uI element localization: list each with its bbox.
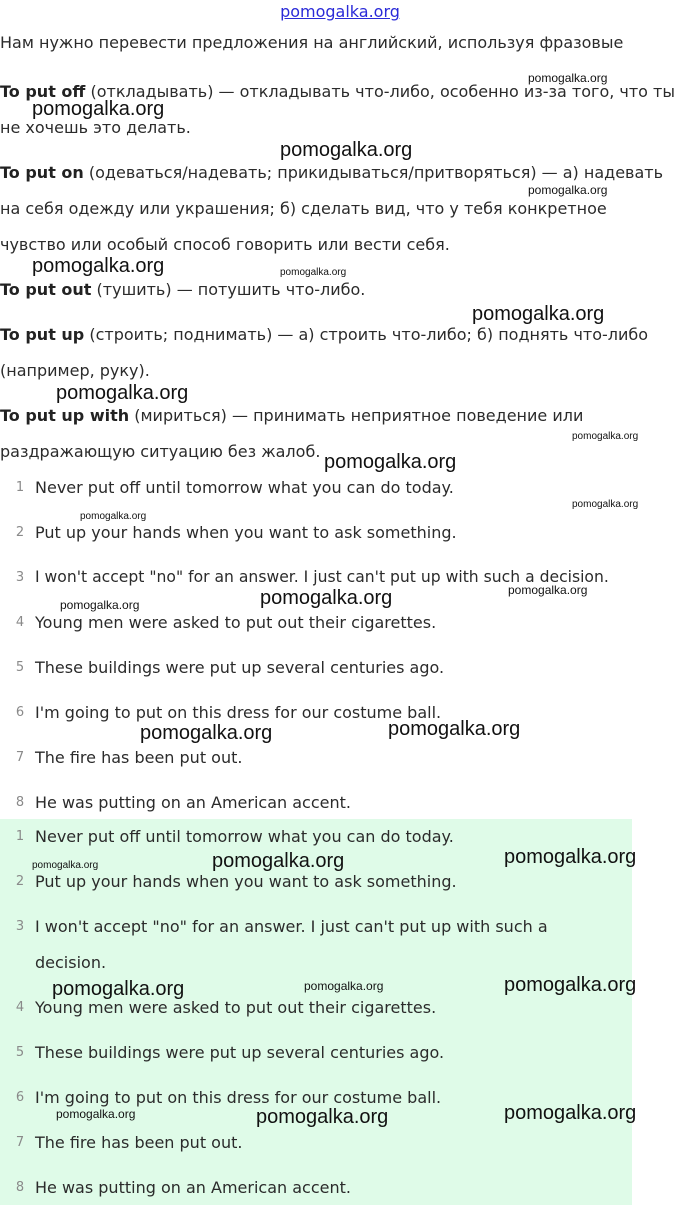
item-number: 1 (15, 480, 25, 495)
item-number: 8 (15, 795, 25, 810)
watermark: pomogalka.org (472, 303, 605, 325)
item-text: decision. (35, 953, 107, 972)
description: (строить; поднимать) — а) строить что-либо; б) поднять что-либо (например, руку). (0, 325, 649, 380)
item-text: The fire has been put out. (35, 1133, 243, 1152)
term: To put on (0, 163, 84, 182)
item-text: Never put off until tomorrow what you can do today. (35, 478, 454, 497)
watermark: pomogalka.org (212, 850, 345, 872)
description: (мириться) — принимать неприятное поведение или раздражающую ситуацию без жалоб. (0, 406, 584, 461)
watermark: pomogalka.org (280, 139, 413, 161)
term: To put off (0, 82, 86, 101)
watermark: pomogalka.org (80, 511, 147, 522)
item-text: I'm going to put on this dress for our costume ball. (35, 703, 442, 722)
item-number: 7 (15, 1135, 25, 1150)
item-text: The fire has been put out. (35, 748, 243, 767)
item-text: I won't accept "no" for an answer. I just can't put up with such a decision. (35, 568, 609, 586)
watermark: pomogalka.org (56, 1107, 136, 1121)
watermark: pomogalka.org (280, 267, 347, 278)
description: (откладывать) — откладывать что-либо, особенно из-за того, что ты не хочешь это делать. (0, 82, 675, 137)
item-text: These buildings were put up several centuries ago. (35, 1043, 445, 1062)
definition-put-on (0, 155, 676, 263)
watermark: pomogalka.org (324, 451, 457, 473)
watermark: pomogalka.org (528, 71, 608, 85)
item-text: Put up your hands when you want to ask something. (35, 872, 457, 891)
description: (тушить) — потушить что-либо. (91, 280, 366, 299)
item-number: 7 (15, 750, 25, 765)
item-number: 5 (15, 660, 25, 675)
watermark: pomogalka.org (260, 587, 393, 609)
description: (одеваться/надевать; прикидываться/притворяться) — а) надевать на себя одежду или украшения; б) сделать вид, что у тебя конкретное чувство или особый способ говорить или вести себя. (0, 163, 664, 254)
item-number: 3 (15, 570, 25, 585)
definition-put-up (0, 317, 676, 389)
watermark: pomogalka.org (32, 98, 165, 120)
term: To put up (0, 325, 85, 344)
item-text: Put up your hands when you want to ask something. (35, 523, 457, 542)
watermark: pomogalka.org (32, 860, 99, 871)
item-number: 2 (15, 525, 25, 540)
item-text: He was putting on an American accent. (35, 1178, 351, 1197)
answer-block (0, 819, 632, 1205)
site-title[interactable]: pomogalka.org (280, 2, 400, 21)
term: To put up with (0, 406, 130, 425)
item-text: Young men were asked to put out their cigarettes. (35, 998, 437, 1017)
item-number: 1 (15, 829, 25, 844)
watermark: pomogalka.org (52, 978, 185, 1000)
item-number: 4 (15, 615, 25, 630)
item-text: These buildings were put up several centuries ago. (35, 658, 445, 677)
item-text: I'm going to put on this dress for our costume ball. (35, 1088, 442, 1107)
watermark: pomogalka.org (508, 583, 588, 597)
item-text: He was putting on an American accent. (35, 793, 351, 812)
item-text: I won't accept "no" for an answer. I just can't put up with such a (35, 917, 548, 936)
watermark: pomogalka.org (140, 722, 273, 744)
intro-text: Нам нужно перевести предложения на английский, используя фразовые (0, 33, 624, 52)
watermark: pomogalka.org (572, 431, 639, 442)
watermark: pomogalka.org (256, 1106, 389, 1128)
item-text: Never put off until tomorrow what you can do today. (35, 827, 454, 846)
watermark: pomogalka.org (304, 979, 384, 993)
item-number: 4 (15, 1000, 25, 1015)
item-number: 8 (15, 1180, 25, 1195)
watermark: pomogalka.org (572, 499, 639, 510)
watermark: pomogalka.org (60, 598, 140, 612)
item-number: 6 (15, 1090, 25, 1105)
term: To put out (0, 280, 92, 299)
watermark: pomogalka.org (504, 1102, 637, 1124)
item-number: 6 (15, 705, 25, 720)
item-number: 2 (15, 874, 25, 889)
watermark: pomogalka.org (32, 255, 165, 277)
item-number: 5 (15, 1045, 25, 1060)
watermark: pomogalka.org (388, 718, 521, 740)
item-text: Young men were asked to put out their cigarettes. (35, 613, 437, 632)
watermark: pomogalka.org (504, 846, 637, 868)
item-number: 3 (15, 919, 25, 934)
watermark: pomogalka.org (528, 183, 608, 197)
watermark: pomogalka.org (56, 382, 189, 404)
watermark: pomogalka.org (504, 974, 637, 996)
